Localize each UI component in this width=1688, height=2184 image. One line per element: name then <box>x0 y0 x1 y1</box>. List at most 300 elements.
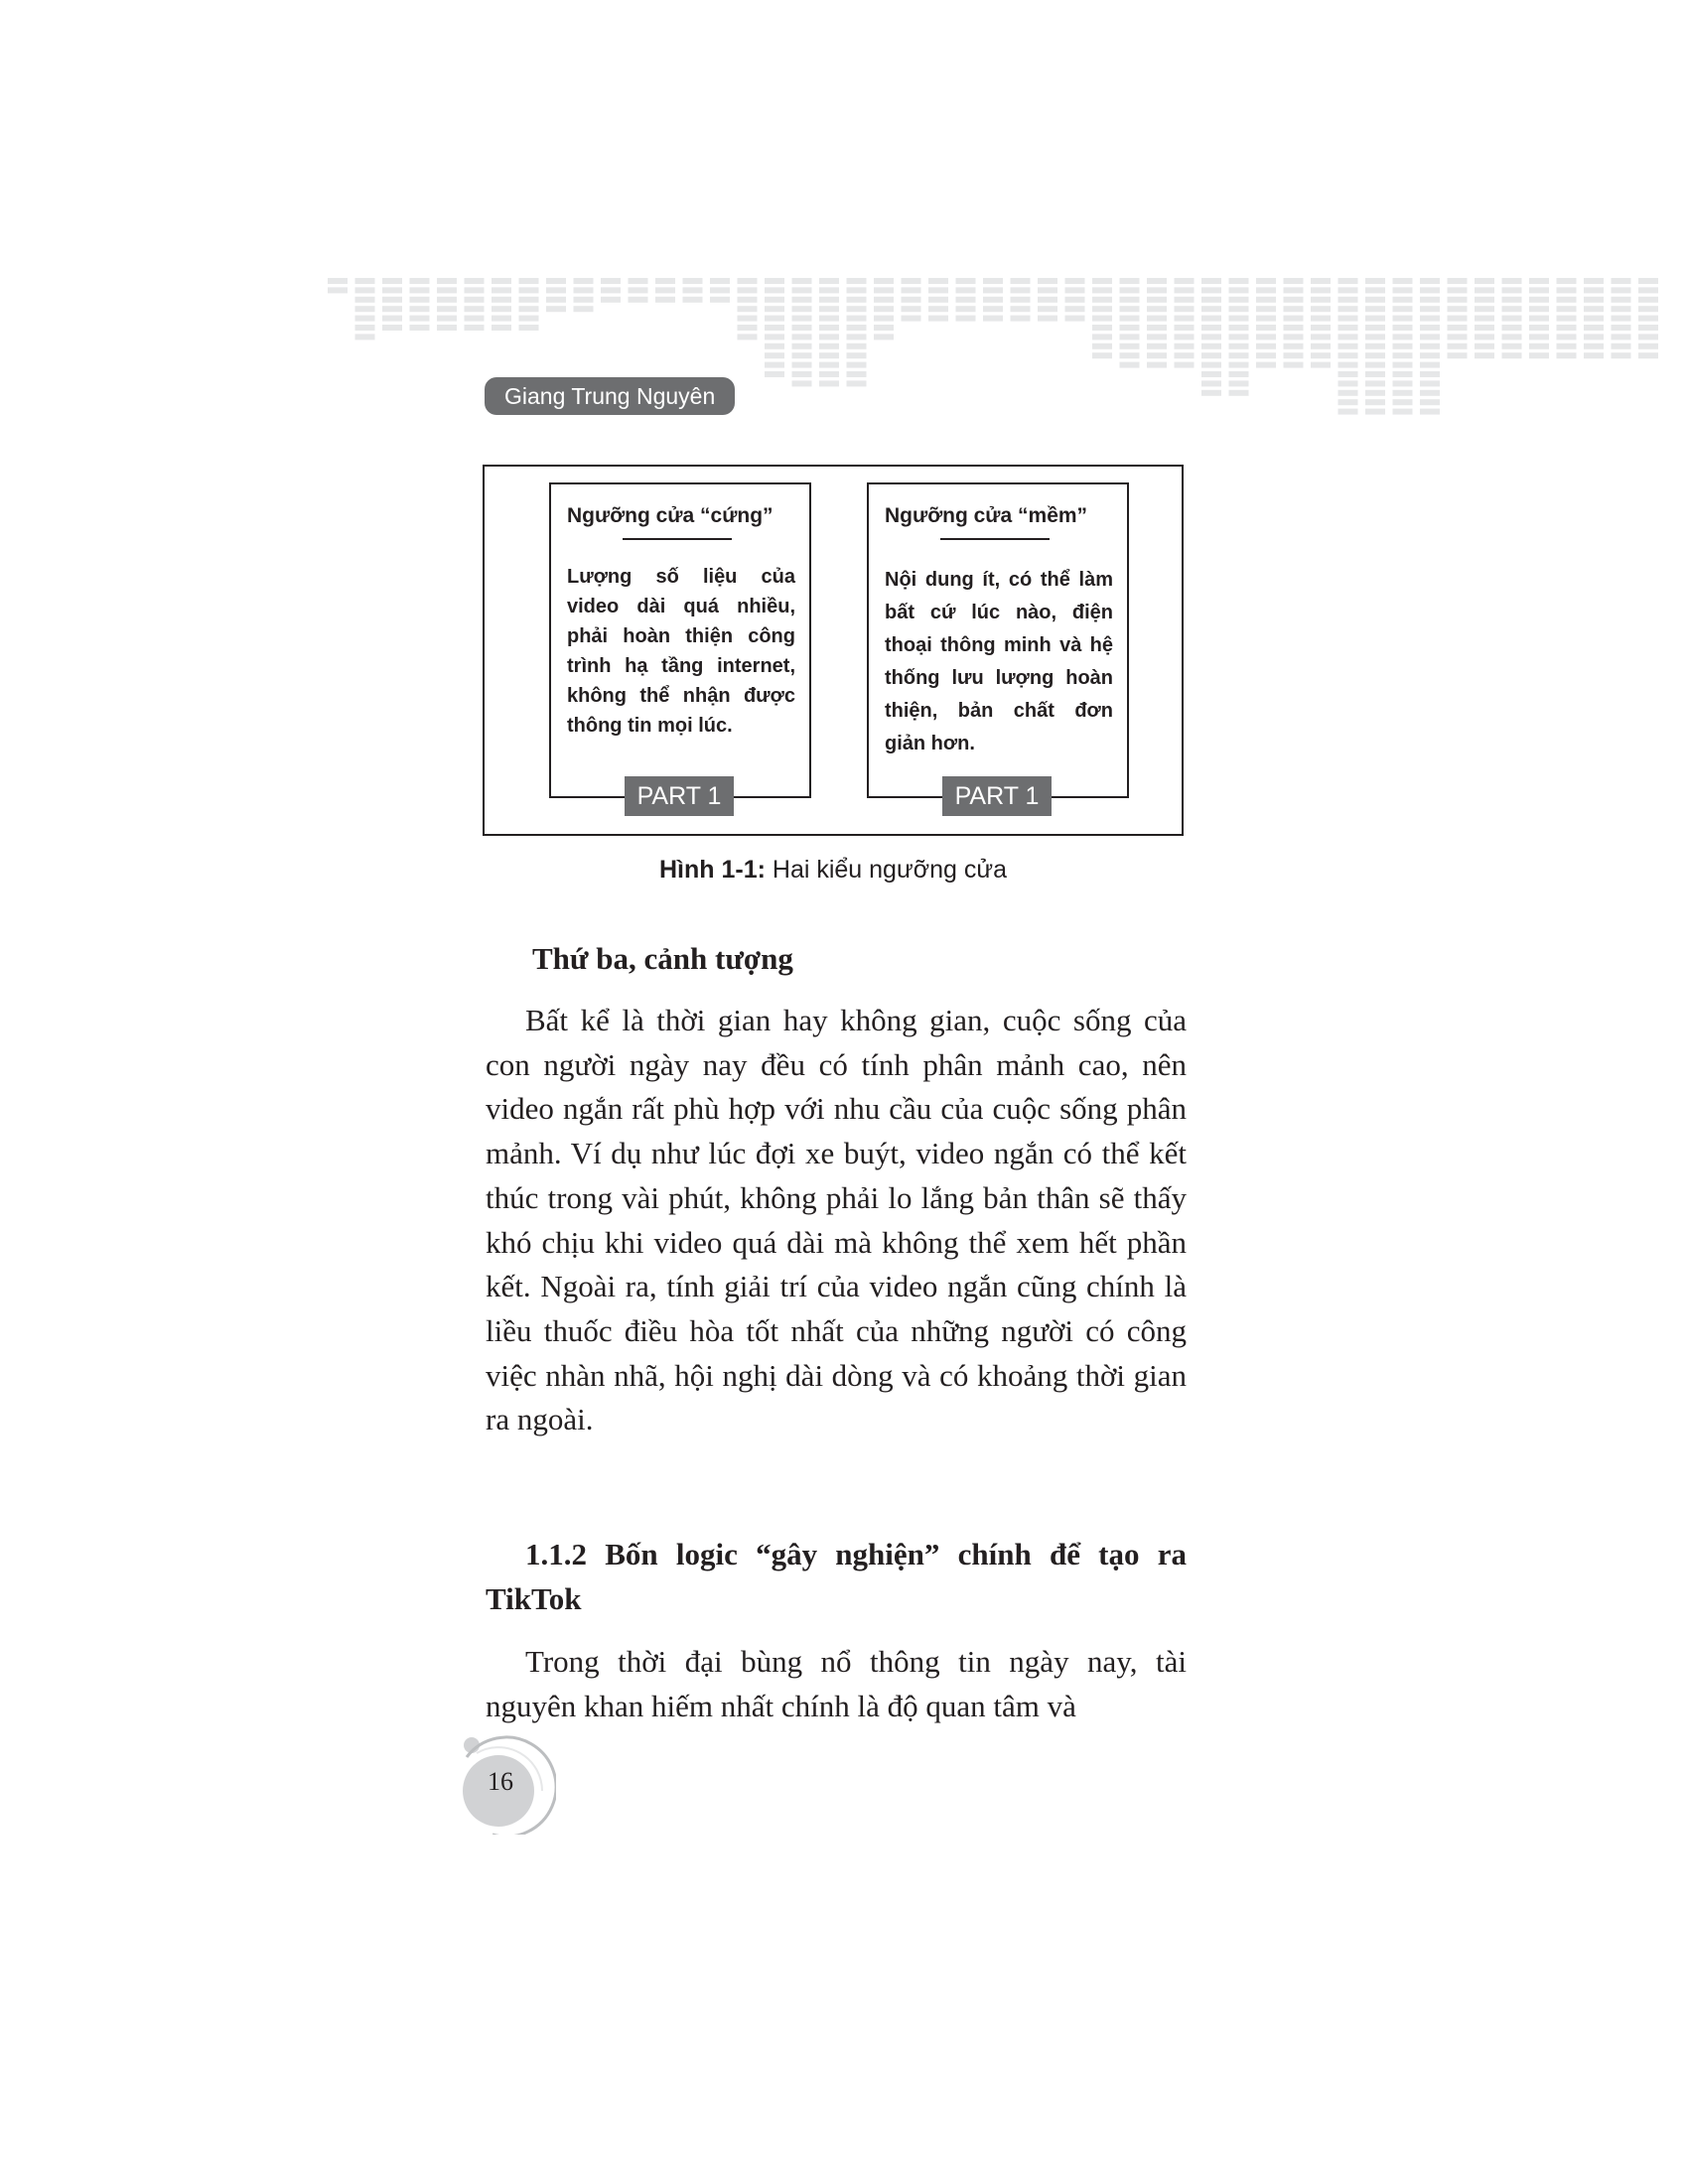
pattern-dash <box>847 371 867 377</box>
pattern-dash <box>492 278 511 284</box>
pattern-dash <box>1393 278 1413 284</box>
pattern-dash <box>465 316 485 322</box>
pattern-dash <box>1420 343 1440 349</box>
pattern-dash <box>1256 287 1276 293</box>
pattern-dash <box>1011 316 1031 322</box>
pattern-dash <box>1420 390 1440 396</box>
pattern-dash <box>1448 297 1468 303</box>
pattern-dash <box>847 297 867 303</box>
pattern-dash <box>519 306 539 312</box>
pattern-dash <box>437 287 457 293</box>
pattern-dash <box>1584 325 1604 331</box>
pattern-dash <box>1038 278 1057 284</box>
pattern-dash <box>1638 287 1658 293</box>
pattern-dash <box>1475 297 1494 303</box>
pattern-dash <box>1229 287 1249 293</box>
card-text: Lượng số liệu của video dài quá nhiều, phải hoàn thiện công trình hạ tầng internet, không thể nhận được thông tin mọi lúc. <box>567 566 795 737</box>
figure-frame <box>483 465 1184 836</box>
pattern-dash <box>1502 287 1522 293</box>
pattern-dash <box>847 325 867 331</box>
pattern-dash <box>1011 278 1031 284</box>
pattern-dash <box>765 325 784 331</box>
pattern-dash <box>1120 343 1140 349</box>
pattern-dash <box>1638 306 1658 312</box>
pattern-dash <box>1612 306 1631 312</box>
card-title-underline <box>940 538 1050 540</box>
pattern-dash <box>382 287 402 293</box>
pattern-dash <box>519 297 539 303</box>
pattern-dash <box>874 316 894 322</box>
pattern-dash <box>382 316 402 322</box>
pattern-dash <box>437 325 457 331</box>
pattern-dash <box>1393 390 1413 396</box>
pattern-dash <box>1065 306 1085 312</box>
pattern-dash <box>1448 352 1468 358</box>
pattern-dash <box>1612 297 1631 303</box>
pattern-dash <box>1475 316 1494 322</box>
pattern-dash <box>874 325 894 331</box>
pattern-dash <box>437 297 457 303</box>
pattern-dash <box>819 362 839 368</box>
pattern-dash <box>1557 325 1577 331</box>
part-label: PART 1 <box>625 776 734 816</box>
pattern-dash <box>874 287 894 293</box>
pattern-dash <box>1529 287 1549 293</box>
pattern-dash <box>546 287 566 293</box>
pattern-dash <box>983 297 1003 303</box>
pattern-dash <box>847 362 867 368</box>
pattern-dash <box>1120 334 1140 340</box>
card-text: Nội dung ít, có thể làm bất cứ lúc nào, điện thoại thông minh và hệ thống lưu lượng hoàn thiện, bản chất đơn giản hơn. <box>885 569 1113 754</box>
pattern-dash <box>1147 362 1167 368</box>
pattern-dash <box>738 325 758 331</box>
card-title-underline <box>623 538 732 540</box>
pattern-dash <box>1420 334 1440 340</box>
pattern-dash <box>1175 287 1195 293</box>
pattern-dash <box>1147 287 1167 293</box>
pattern-dash <box>546 278 566 284</box>
pattern-dash <box>1557 297 1577 303</box>
pattern-dash <box>1338 297 1358 303</box>
pattern-dash <box>956 306 976 312</box>
pattern-dash <box>1612 278 1631 284</box>
pattern-dash <box>1038 297 1057 303</box>
pattern-dash <box>1229 352 1249 358</box>
pattern-dash <box>1311 297 1331 303</box>
pattern-dash <box>1420 306 1440 312</box>
pattern-dash <box>1420 297 1440 303</box>
pattern-dash <box>519 316 539 322</box>
pattern-dash <box>465 297 485 303</box>
pattern-dash <box>1557 334 1577 340</box>
pattern-dash <box>765 334 784 340</box>
pattern-dash <box>1338 325 1358 331</box>
pattern-dash <box>1120 278 1140 284</box>
pattern-dash <box>1393 409 1413 415</box>
pattern-dash <box>465 306 485 312</box>
pattern-dash <box>738 278 758 284</box>
pattern-dash <box>874 297 894 303</box>
pattern-dash <box>355 325 375 331</box>
pattern-dash <box>1338 409 1358 415</box>
figure-caption <box>483 856 1184 885</box>
pattern-dash <box>601 278 621 284</box>
pattern-dash <box>1584 316 1604 322</box>
pattern-dash <box>902 306 921 312</box>
pattern-dash <box>1092 325 1112 331</box>
pattern-dash <box>765 278 784 284</box>
pattern-dash <box>1065 316 1085 322</box>
pattern-dash <box>1365 316 1385 322</box>
pattern-dash <box>819 306 839 312</box>
pattern-dash <box>738 297 758 303</box>
pattern-dash <box>1365 352 1385 358</box>
pattern-dash <box>819 287 839 293</box>
pattern-dash <box>546 306 566 312</box>
pattern-dash <box>1092 334 1112 340</box>
pattern-dash <box>1393 334 1413 340</box>
pattern-dash <box>1201 287 1221 293</box>
pattern-dash <box>1475 352 1494 358</box>
pattern-dash <box>847 343 867 349</box>
pattern-dash <box>1393 287 1413 293</box>
pattern-dash <box>847 316 867 322</box>
pattern-dash <box>1338 316 1358 322</box>
pattern-dash <box>1448 334 1468 340</box>
pattern-dash <box>1529 278 1549 284</box>
body-paragraph: Trong thời đại bùng nổ thông tin ngày nay, tài nguyên khan hiếm nhất chính là độ quan tâm và <box>486 1644 1187 1723</box>
pattern-dash <box>847 287 867 293</box>
pattern-dash <box>1256 297 1276 303</box>
pattern-dash <box>1147 316 1167 322</box>
pattern-dash <box>738 316 758 322</box>
pattern-dash <box>465 325 485 331</box>
pattern-dash <box>874 278 894 284</box>
pattern-dash <box>1612 325 1631 331</box>
pattern-dash <box>574 278 594 284</box>
pattern-dash <box>1612 343 1631 349</box>
pattern-dash <box>1365 399 1385 405</box>
body-paragraph: Bất kể là thời gian hay không gian, cuộc sống của con người ngày nay đều có tính phân mảnh cao, nên video ngắn rất phù hợp với nhu cầu của cuộc sống phân mảnh. Ví dụ như lúc đợi xe buýt, video ngắn có thể kết thúc trong vài phút, không phải lo lắng bản thân sẽ thấy khó chịu khi video quá dài mà không thể xem hết phần kết. Ngoài ra, tính giải trí của video ngắn cũng chính là liều thuốc điều hòa tốt nhất của những người có công việc nhàn nhã, hội nghị dài dòng và có khoảng thời gian ra ngoài. <box>486 1003 1187 1437</box>
pattern-dash <box>1256 316 1276 322</box>
pattern-dash <box>1502 352 1522 358</box>
pattern-dash <box>983 278 1003 284</box>
page-number: 16 <box>488 1767 513 1796</box>
pattern-dash <box>1638 297 1658 303</box>
pattern-dash <box>983 306 1003 312</box>
pattern-dash <box>1338 399 1358 405</box>
pattern-dash <box>1393 362 1413 368</box>
pattern-dash <box>738 306 758 312</box>
pattern-dash <box>1229 325 1249 331</box>
pattern-dash <box>1529 306 1549 312</box>
pattern-dash <box>1393 297 1413 303</box>
pattern-dash <box>1201 380 1221 386</box>
pattern-dash <box>1311 287 1331 293</box>
pattern-dash <box>1393 306 1413 312</box>
pattern-dash <box>410 297 430 303</box>
pattern-dash <box>1256 362 1276 368</box>
pattern-dash <box>1201 306 1221 312</box>
pattern-dash <box>1338 390 1358 396</box>
pattern-dash <box>792 362 812 368</box>
pattern-dash <box>492 297 511 303</box>
pattern-dash <box>1311 352 1331 358</box>
pattern-dash <box>819 316 839 322</box>
pattern-dash <box>492 287 511 293</box>
pattern-dash <box>983 316 1003 322</box>
pattern-dash <box>1638 352 1658 358</box>
pattern-dash <box>902 297 921 303</box>
pattern-dash <box>902 316 921 322</box>
pattern-dash <box>1475 306 1494 312</box>
pattern-dash <box>1201 334 1221 340</box>
pattern-dash <box>1584 306 1604 312</box>
pattern-dash <box>1147 297 1167 303</box>
pattern-dash <box>1201 316 1221 322</box>
pattern-dash <box>465 287 485 293</box>
pattern-dash <box>1092 287 1112 293</box>
pattern-dash <box>1284 325 1304 331</box>
hard-threshold-card <box>549 482 811 810</box>
pattern-dash <box>655 278 675 284</box>
pattern-dash <box>1529 352 1549 358</box>
pattern-dash <box>1147 325 1167 331</box>
pattern-dash <box>1175 343 1195 349</box>
pattern-dash <box>1448 316 1468 322</box>
pattern-dash <box>1612 352 1631 358</box>
pattern-dash <box>1311 316 1331 322</box>
pattern-dash <box>1175 278 1195 284</box>
pattern-dash <box>1175 352 1195 358</box>
card-title: Ngưỡng cửa “mềm” <box>885 504 1088 527</box>
pattern-dash <box>492 316 511 322</box>
pattern-dash <box>1229 334 1249 340</box>
pattern-dash <box>1284 343 1304 349</box>
pattern-dash <box>1229 371 1249 377</box>
pattern-dash <box>1311 278 1331 284</box>
pattern-dash <box>1256 343 1276 349</box>
pattern-dash <box>1638 278 1658 284</box>
pattern-dash <box>683 297 703 303</box>
pattern-dash <box>1147 343 1167 349</box>
pattern-dash <box>1311 343 1331 349</box>
pattern-dash <box>1229 297 1249 303</box>
pattern-dash <box>1311 306 1331 312</box>
pattern-dash <box>465 278 485 284</box>
pattern-dash <box>1448 287 1468 293</box>
pattern-dash <box>765 297 784 303</box>
pattern-dash <box>1229 343 1249 349</box>
pattern-dash <box>1584 278 1604 284</box>
pattern-dash <box>1557 316 1577 322</box>
pattern-dash <box>1365 409 1385 415</box>
pattern-dash <box>847 352 867 358</box>
pattern-dash <box>956 287 976 293</box>
pattern-dash <box>710 278 730 284</box>
pattern-dash <box>355 278 375 284</box>
pattern-dash <box>819 343 839 349</box>
pattern-dash <box>1256 325 1276 331</box>
pattern-dash <box>1284 297 1304 303</box>
pattern-dash <box>629 287 648 293</box>
pattern-dash <box>1365 334 1385 340</box>
pattern-dash <box>1365 278 1385 284</box>
pattern-dash <box>1175 316 1195 322</box>
pattern-dash <box>1038 316 1057 322</box>
pattern-dash <box>1338 380 1358 386</box>
pattern-dash <box>1584 352 1604 358</box>
pattern-dash <box>1612 316 1631 322</box>
pattern-dash <box>765 306 784 312</box>
pattern-dash <box>1502 316 1522 322</box>
pattern-dash <box>1229 362 1249 368</box>
pattern-dash <box>1420 325 1440 331</box>
pattern-dash <box>847 334 867 340</box>
pattern-dash <box>1201 390 1221 396</box>
pattern-dash <box>1638 343 1658 349</box>
pattern-dash <box>765 343 784 349</box>
pattern-dash <box>355 334 375 340</box>
pattern-dash <box>1338 278 1358 284</box>
pattern-dash <box>492 325 511 331</box>
pattern-dash <box>1147 278 1167 284</box>
pattern-dash <box>792 287 812 293</box>
pattern-dash <box>1065 287 1085 293</box>
pattern-dash <box>1038 287 1057 293</box>
pattern-dash <box>601 297 621 303</box>
pattern-dash <box>765 362 784 368</box>
pattern-dash <box>1256 278 1276 284</box>
pattern-dash <box>1448 343 1468 349</box>
pattern-dash <box>1365 287 1385 293</box>
pattern-dash <box>1365 325 1385 331</box>
pattern-dash <box>1147 334 1167 340</box>
pattern-dash <box>1393 316 1413 322</box>
pattern-dash <box>1393 352 1413 358</box>
pattern-dash <box>928 316 948 322</box>
part-label: PART 1 <box>942 776 1052 816</box>
pattern-dash <box>1365 297 1385 303</box>
pattern-dash <box>1147 352 1167 358</box>
pattern-dash <box>1256 334 1276 340</box>
pattern-dash <box>1529 343 1549 349</box>
card-title: Ngưỡng cửa “cứng” <box>567 504 774 527</box>
pattern-dash <box>1175 297 1195 303</box>
pattern-dash <box>328 278 348 284</box>
pattern-dash <box>1120 352 1140 358</box>
pattern-dash <box>328 287 348 293</box>
pattern-dash <box>683 287 703 293</box>
pattern-dash <box>1475 343 1494 349</box>
pattern-dash <box>819 380 839 386</box>
pattern-dash <box>410 325 430 331</box>
pattern-dash <box>1420 380 1440 386</box>
pattern-dash <box>1393 325 1413 331</box>
pattern-dash <box>1448 325 1468 331</box>
pattern-dash <box>1338 306 1358 312</box>
pattern-dash <box>1502 278 1522 284</box>
pattern-dash <box>355 316 375 322</box>
pattern-dash <box>1420 371 1440 377</box>
pattern-dash <box>1229 380 1249 386</box>
pattern-dash <box>792 334 812 340</box>
pattern-dash <box>492 306 511 312</box>
pattern-dash <box>902 278 921 284</box>
pattern-dash <box>1557 343 1577 349</box>
pattern-dash <box>792 380 812 386</box>
pattern-dash <box>1584 334 1604 340</box>
pattern-dash <box>928 297 948 303</box>
pattern-dash <box>1092 316 1112 322</box>
pattern-dash <box>1120 316 1140 322</box>
pattern-dash <box>956 316 976 322</box>
pattern-dash <box>1284 334 1304 340</box>
pattern-dash <box>1338 352 1358 358</box>
pattern-dash <box>1365 343 1385 349</box>
pattern-dash <box>574 287 594 293</box>
pattern-dash <box>902 287 921 293</box>
pattern-dash <box>1475 278 1494 284</box>
pattern-dash <box>574 297 594 303</box>
pattern-dash <box>1557 287 1577 293</box>
subheading: Thứ ba, cảnh tượng <box>532 941 793 976</box>
pattern-dash <box>1175 362 1195 368</box>
pattern-dash <box>956 297 976 303</box>
pattern-dash <box>928 306 948 312</box>
pattern-dash <box>1393 380 1413 386</box>
pattern-dash <box>683 278 703 284</box>
pattern-dash <box>765 316 784 322</box>
pattern-dash <box>574 306 594 312</box>
pattern-dash <box>765 371 784 377</box>
pattern-dash <box>874 334 894 340</box>
pattern-dash <box>1092 278 1112 284</box>
pattern-dash <box>382 325 402 331</box>
pattern-dash <box>355 297 375 303</box>
pattern-dash <box>1448 306 1468 312</box>
pattern-dash <box>956 278 976 284</box>
pattern-dash <box>1557 306 1577 312</box>
pattern-dash <box>382 297 402 303</box>
pattern-dash <box>1201 278 1221 284</box>
pattern-dash <box>792 306 812 312</box>
pattern-dash <box>1502 306 1522 312</box>
pattern-dash <box>1612 334 1631 340</box>
pattern-dash <box>1092 297 1112 303</box>
pattern-dash <box>437 306 457 312</box>
pattern-dash <box>1584 297 1604 303</box>
pattern-dash <box>1638 316 1658 322</box>
pattern-dash <box>1420 287 1440 293</box>
pattern-dash <box>1011 297 1031 303</box>
header-bar-pattern <box>0 0 1688 477</box>
pattern-dash <box>819 371 839 377</box>
pattern-dash <box>1338 362 1358 368</box>
pattern-dash <box>792 316 812 322</box>
pattern-dash <box>1175 334 1195 340</box>
pattern-dash <box>1448 278 1468 284</box>
pattern-dash <box>1557 352 1577 358</box>
pattern-dash <box>1065 278 1085 284</box>
pattern-dash <box>1229 306 1249 312</box>
pattern-dash <box>710 287 730 293</box>
pattern-dash <box>1420 316 1440 322</box>
pattern-dash <box>1011 306 1031 312</box>
pattern-dash <box>1284 278 1304 284</box>
pattern-dash <box>1393 343 1413 349</box>
pattern-dash <box>738 334 758 340</box>
